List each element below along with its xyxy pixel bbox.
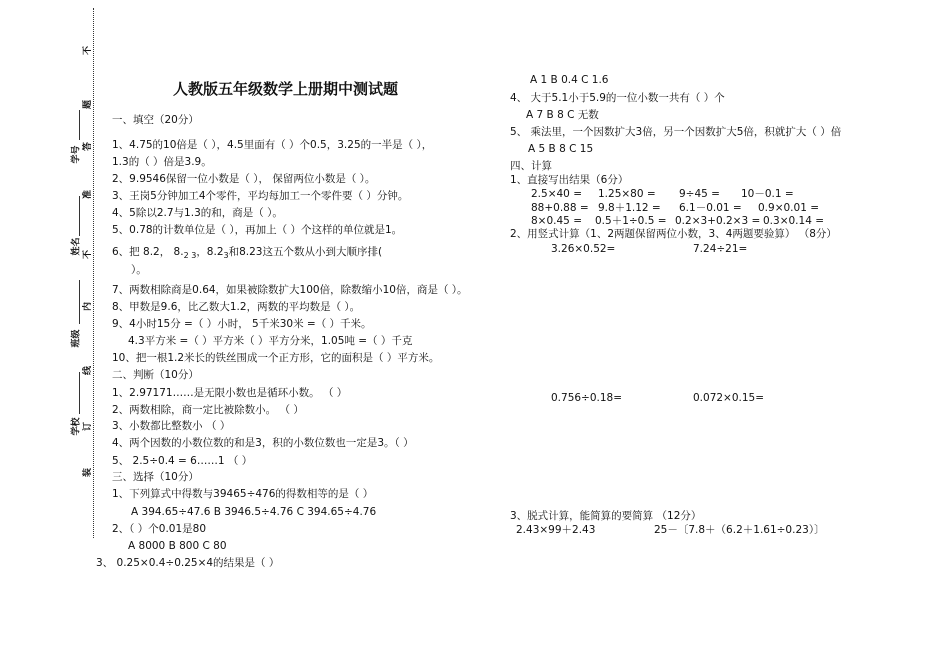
section-judge: 二、判断（10分）: [112, 369, 199, 381]
question-6a-middle: ，8.2: [196, 246, 224, 258]
calc-item: 9÷45 =: [679, 188, 720, 200]
question-10: 10、把一根1.2米长的铁丝围成一个正方形，它的面积是（ ）平方米。: [112, 352, 440, 364]
calc-item: 0.2×3+0.2×3 =: [675, 215, 761, 227]
calc-item: 10－0.1 =: [741, 188, 794, 200]
binding-fill-line-3: [79, 280, 80, 324]
binding-label-answer: 答: [83, 141, 94, 152]
question-6a-end: 和8.23这五个数从小到大顺序排(: [228, 246, 383, 258]
question-6a: [112, 246, 382, 262]
judge-1: 1、2.97171……是无限小数也是循环小数。 （ ）: [112, 387, 348, 399]
question-9: 9、4小时15分 =（ ）小时， 5千米30米 =（ ）千米。: [112, 318, 372, 330]
judge-2: 2、两数相除，商一定比被除数小。 （ ）: [112, 404, 304, 416]
judge-5: 5、 2.5÷0.4 = 6……1 （ ）: [112, 455, 253, 467]
calc-item: 8×0.45 =: [531, 215, 582, 227]
calc-item: 9.8＋1.12 =: [598, 202, 661, 214]
binding-label-name: 姓名: [71, 237, 82, 256]
calc-item: 6.1－0.01 =: [679, 202, 742, 214]
binding-label-not-1: 不: [83, 45, 94, 56]
question-3: 3、王岗5分钟加工4个零件，平均每加工一个零件要（ ）分钟。: [112, 190, 409, 202]
calc-item: 2.5×40 =: [531, 188, 582, 200]
vertical-calc-1: 3.26×0.52=: [551, 243, 616, 255]
choice-1-options: A 394.65÷47.6 B 3946.5÷4.76 C 394.65÷4.76: [131, 506, 377, 518]
binding-fill-line-1: [79, 110, 80, 140]
binding-label-student-id: 学号: [71, 145, 82, 164]
calc-direct-heading: 1、直接写出结果（6分）: [510, 174, 629, 186]
binding-label-allow: 准: [83, 189, 94, 200]
calc-item: 0.5＋1÷0.5 =: [595, 215, 667, 227]
calc-stepwise-heading: 3、脱式计算，能简算的要简算 （12分）: [510, 510, 702, 522]
question-9b: 4.3平方米 =（ ）平方米（ ）平方分米，1.05吨 =（ ）千克: [128, 335, 413, 347]
question-4: 4、5除以2.7与1.3的和，商是（ ）。: [112, 207, 283, 219]
choice-5-options: A 5 B 8 C 15: [528, 143, 594, 155]
choice-3: 3、 0.25×0.4÷0.25×4的结果是（ ）: [96, 557, 280, 569]
choice-5: 5、 乘法里，一个因数扩大3倍，另一个因数扩大5倍，积就扩大（ ）倍: [510, 126, 842, 138]
question-2: 2、9.9546保留一位小数是（ ）， 保留两位小数是（ ）。: [112, 173, 376, 185]
question-1b: 1.3的（ ）倍是3.9。: [112, 156, 212, 168]
question-6a-start: 6、把 8.2， 8.: [112, 246, 184, 258]
choice-1: 1、下列算式中得数与39465÷476的得数相等的是（ ）: [112, 488, 374, 500]
vertical-calc-4: 0.072×0.15=: [693, 392, 765, 404]
calc-item: 0.3×0.14 =: [763, 215, 825, 227]
choice-2-options: A 8000 B 800 C 80: [128, 540, 227, 552]
repeating-digits-1: 2 3: [183, 251, 197, 260]
question-5: 5、0.78的计数单位是（ ），再加上（ ）个这样的单位就是1。: [112, 224, 403, 236]
judge-4: 4、两个因数的小数位数的和是3，积的小数位数也一定是3。（ ）: [112, 437, 414, 449]
repeating-digits-2: 3: [223, 251, 229, 260]
binding-fill-line-2: [79, 196, 80, 236]
judge-3: 3、小数都比整数小 （ ）: [112, 420, 231, 432]
binding-fill-line-4: [79, 372, 80, 414]
vertical-calc-2: 7.24÷21=: [693, 243, 748, 255]
question-1a: 1、4.75的10倍是（ ），4.5里面有（ ）个0.5，3.25的一半是（ ），: [112, 139, 433, 151]
stepwise-expr-2: 25－〔7.8＋（6.2＋1.61÷0.23）〕: [654, 524, 825, 536]
binding-label-question: 题: [83, 99, 94, 110]
page-title: 人教版五年级数学上册期中测试题: [173, 80, 399, 98]
binding-label-class: 班级: [71, 329, 82, 348]
binding-dotted-line: [93, 8, 94, 538]
binding-label-staple: 装: [83, 467, 94, 478]
question-7: 7、两数相除商是0.64，如果被除数扩大100倍，除数缩小10倍，商是（ ）。: [112, 284, 468, 296]
calc-item: 88+0.88 =: [531, 202, 589, 214]
choice-4-options: A 7 B 8 C 无数: [526, 109, 599, 121]
choice-2: 2、（ ）个0.01是80: [112, 523, 207, 535]
question-6b: ）。: [131, 264, 147, 276]
binding-label-not-2: 不: [83, 249, 94, 260]
binding-label-line: 线: [83, 365, 94, 376]
choice-3-options: A 1 B 0.4 C 1.6: [530, 74, 609, 86]
choice-4: 4、 大于5.1小于5.9的一位小数一共有（ ）个: [510, 92, 725, 104]
stepwise-expr-1: 2.43×99＋2.43: [516, 524, 596, 536]
calc-item: 0.9×0.01 =: [758, 202, 820, 214]
binding-label-school: 学校: [71, 417, 82, 436]
section-calc: 四、计算: [510, 160, 552, 172]
binding-label-bind: 订: [83, 421, 94, 432]
calc-vertical-heading: 2、用竖式计算（1、2两题保留两位小数，3、4两题要验算） （8分）: [510, 228, 837, 240]
vertical-calc-3: 0.756÷0.18=: [551, 392, 623, 404]
calc-item: 1.25×80 =: [598, 188, 656, 200]
section-choice: 三、选择（10分）: [112, 471, 199, 483]
section-fill-blank: 一、填空（20分）: [112, 114, 199, 126]
binding-label-inside: 内: [83, 301, 94, 312]
question-8: 8、甲数是9.6，比乙数大1.2，两数的平均数是（ ）。: [112, 301, 361, 313]
